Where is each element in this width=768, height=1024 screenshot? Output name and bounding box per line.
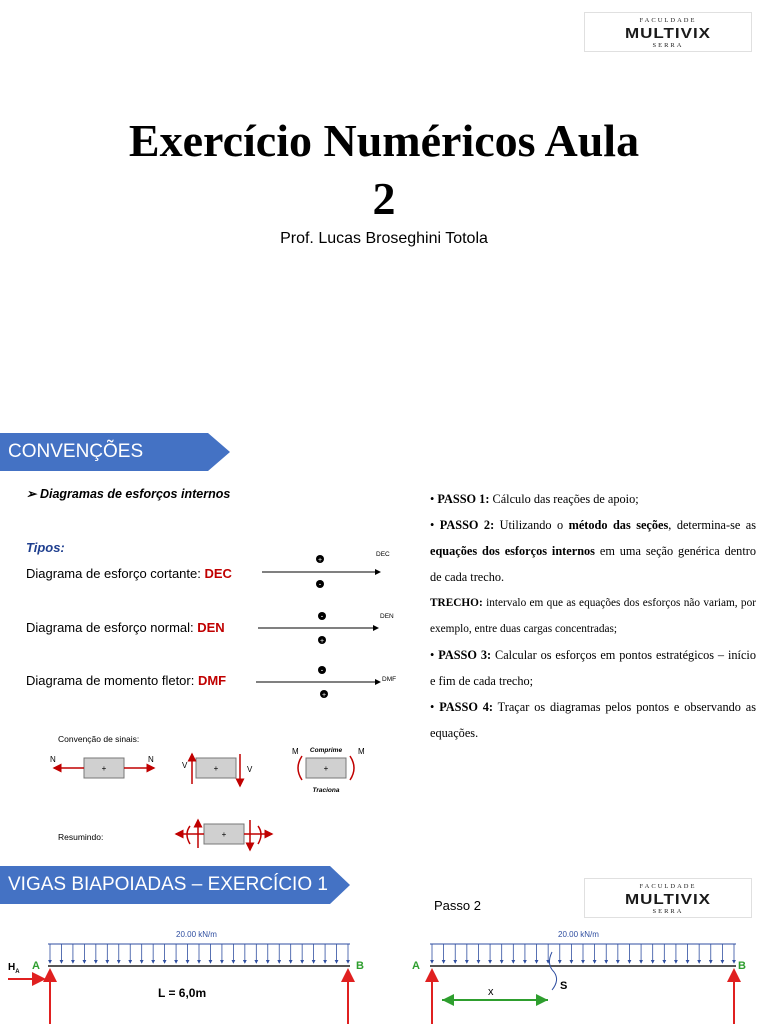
beam1-ha-label: $H_A$ (8, 962, 20, 975)
multivix-logo-2: FACULDADE MULTIVIX SERRA (584, 878, 752, 918)
logo-main-text: MULTIVIX (624, 25, 712, 42)
resumindo-label: Resumindo: (58, 832, 104, 842)
dmf-small-label: DMF (382, 676, 397, 683)
beam2-x-label: x (488, 986, 494, 998)
multivix-logo (584, 12, 752, 52)
beam1-length: L = 6,0m (158, 986, 207, 1000)
dec-small-label: DEC (376, 551, 390, 558)
beam2-section-label: S (560, 980, 568, 992)
resumindo-figure (170, 818, 280, 854)
svg-text:-: - (320, 611, 324, 621)
svg-text:+: + (321, 692, 327, 699)
page-title (0, 112, 768, 228)
svg-text:V: V (247, 765, 253, 774)
sign-axes (254, 548, 404, 708)
sign-convention-figures (44, 744, 374, 798)
svg-text:M: M (358, 747, 365, 756)
logo-bottom-text: SERRA (652, 42, 684, 49)
banner-vigas: VIGAS BIAPOIADAS – EXERCÍCIO 1 (8, 874, 328, 895)
dmf-row: Diagrama de momento fletor: DMF (26, 673, 227, 688)
tipos-label: Tipos: (26, 540, 65, 555)
den-small-label: DEN (380, 613, 394, 620)
convencao-label: Convenção de sinais: (58, 734, 140, 744)
page-subtitle: Prof. Lucas Broseghini Totola (280, 230, 488, 247)
beam-2-figure (384, 924, 768, 1024)
svg-text:+: + (317, 557, 323, 564)
beam2-load-label: 20.00 kN/m (558, 930, 599, 939)
beam1-support-b: B (356, 960, 364, 972)
step-1: • PASSO 1: Cálculo das reações de apoio; (430, 492, 639, 506)
beam1-load-label: 20.00 kN/m (176, 930, 217, 939)
den-row: Diagrama de esforço normal: DEN (26, 620, 225, 635)
svg-text:Comprime: Comprime (309, 747, 343, 754)
beam2-support-b: B (738, 960, 746, 972)
steps-text (430, 486, 756, 746)
svg-text:+: + (323, 764, 329, 773)
step-4: • PASSO 4: Traçar os diagramas pelos pontos e observando as equações. (430, 700, 757, 740)
svg-text:+: + (221, 830, 227, 839)
svg-text:N: N (50, 755, 56, 764)
diagram-heading: ➢ Diagramas de esforços internos (26, 487, 231, 501)
beam1-support-a: A (32, 960, 40, 972)
svg-text:-: - (320, 665, 324, 675)
beam-1-figure (0, 924, 384, 1024)
svg-text:+: + (213, 764, 219, 773)
step-3: • PASSO 3: Calcular os esforços em pontos estratégicos – início e fim de cada trecho; (430, 648, 756, 688)
title-line-2: 2 (372, 173, 396, 224)
step-2: • PASSO 2: Utilizando o método das seções, determina-se as equações dos esforços internos em uma seção genérica dentro de cada trecho. (430, 518, 757, 584)
svg-text:+: + (319, 638, 325, 645)
svg-text:N: N (148, 755, 154, 764)
trecho-definition: TRECHO: intervalo em que as equações dos esforços não variam, por exemplo, entre duas cargas concentradas; (430, 597, 756, 635)
svg-text:Traciona: Traciona (312, 787, 340, 794)
passo2-label: Passo 2 (434, 898, 481, 913)
svg-text:V: V (182, 761, 188, 770)
dec-row: Diagrama de esforço cortante: DEC (26, 566, 232, 581)
beam2-support-a: A (412, 960, 420, 972)
svg-text:-: - (318, 579, 322, 589)
banner-convencoes: CONVENÇÕES (8, 441, 144, 462)
bullet-arrow-icon: ➢ (26, 487, 40, 501)
diagram-panel (14, 478, 406, 856)
logo-top-text: FACULDADE (639, 17, 697, 24)
title-line-1: Exercício Numéricos Aula (128, 115, 640, 166)
svg-text:+: + (101, 764, 107, 773)
svg-text:M: M (292, 747, 299, 756)
